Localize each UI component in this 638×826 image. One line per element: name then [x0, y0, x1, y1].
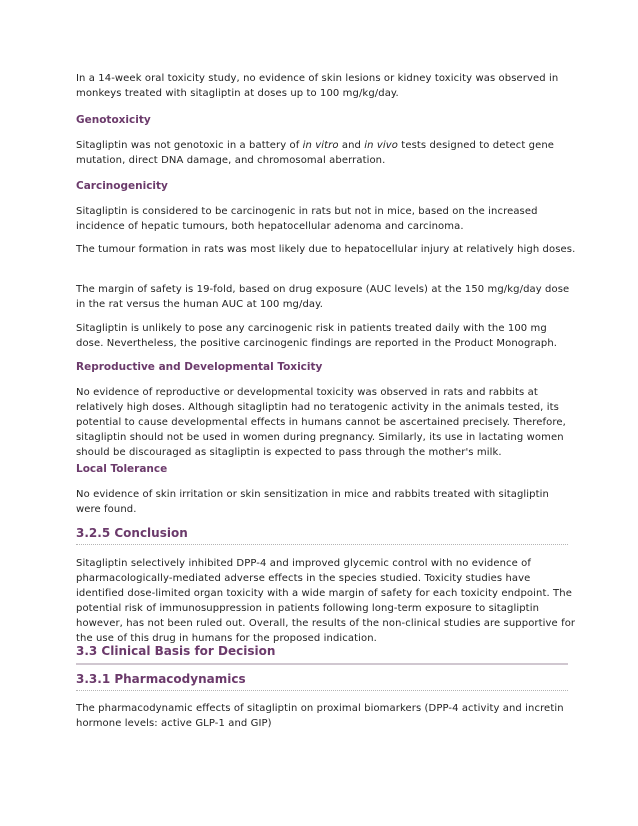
local-tolerance-heading: Local Tolerance — [76, 463, 168, 475]
genotoxicity-paragraph — [76, 138, 576, 168]
geno-text-mid: and — [338, 140, 365, 151]
geno-text-post: tests designed to detect gene mutation, direct DNA damage, and chromosomal aberration. — [76, 140, 555, 166]
carcinogenicity-paragraph-3: The margin of safety is 19-fold, based on drug exposure (AUC levels) at the 150 mg/kg/day dose in the rat versus the human AUC at 100 mg/day. — [76, 284, 570, 310]
conclusion-heading: 3.2.5 Conclusion — [76, 525, 568, 545]
pharmacodynamics-paragraph: The pharmacodynamic effects of sitagliptin on proximal biomarkers (DPP-4 activity and incretin hormone levels: active GLP-1 and GIP) — [76, 703, 564, 729]
carcinogenicity-heading: Carcinogenicity — [76, 180, 168, 192]
conclusion-paragraph: Sitagliptin selectively inhibited DPP-4 and improved glycemic control with no evidence of pharmacologically-mediated adverse effects in the species studied. Toxicity studies have identified dose-limited organ toxicity with a wide margin of safety for each toxicity endpoint. The potential risk of immunosuppression in patients following long-term exposure to sitagliptin however, has not been ruled out. Overall, the results of the non-clinical studies are supportive for the use of this drug in humans for the proposed indication. — [76, 558, 576, 644]
pharmacodynamics-heading: 3.3.1 Pharmacodynamics — [76, 671, 568, 691]
local-tolerance-paragraph: No evidence of skin irritation or skin sensitization in mice and rabbits treated with sitagliptin were found. — [76, 489, 549, 515]
clinical-basis-heading: 3.3 Clinical Basis for Decision — [76, 643, 568, 665]
geno-text-pre: Sitagliptin was not genotoxic in a battery of — [76, 140, 303, 151]
carcinogenicity-paragraph-4: Sitagliptin is unlikely to pose any carcinogenic risk in patients treated daily with the 100 mg dose. Nevertheless, the positive carcinogenic findings are reported in the Product Monograph. — [76, 323, 558, 349]
toxicity-paragraph: In a 14-week oral toxicity study, no evidence of skin lesions or kidney toxicity was observed in monkeys treated with sitagliptin at doses up to 100 mg/kg/day. — [76, 73, 559, 99]
geno-in-vitro: in vitro — [302, 140, 339, 151]
genotoxicity-heading: Genotoxicity — [76, 114, 151, 126]
carcinogenicity-paragraph-2: The tumour formation in rats was most likely due to hepatocellular injury at relatively high doses. — [76, 244, 576, 255]
reproductive-toxicity-paragraph: No evidence of reproductive or developmental toxicity was observed in rats and rabbits at relatively high doses. Although sitagliptin had no teratogenic activity in the animals tested, its potential to cause developmental effects in humans cannot be ascertained precisely. Therefore, sitagliptin should not be used in women during pregnancy. Similarly, its use in lactating women should be discouraged as sitagliptin is expected to pass through the mother's milk. — [76, 387, 566, 458]
reproductive-toxicity-heading: Reproductive and Developmental Toxicity — [76, 361, 323, 373]
carcinogenicity-paragraph-1: Sitagliptin is considered to be carcinogenic in rats but not in mice, based on the increased incidence of hepatic tumours, both hepatocellular adenoma and carcinoma. — [76, 206, 538, 232]
geno-in-vivo: in vivo — [364, 140, 399, 151]
